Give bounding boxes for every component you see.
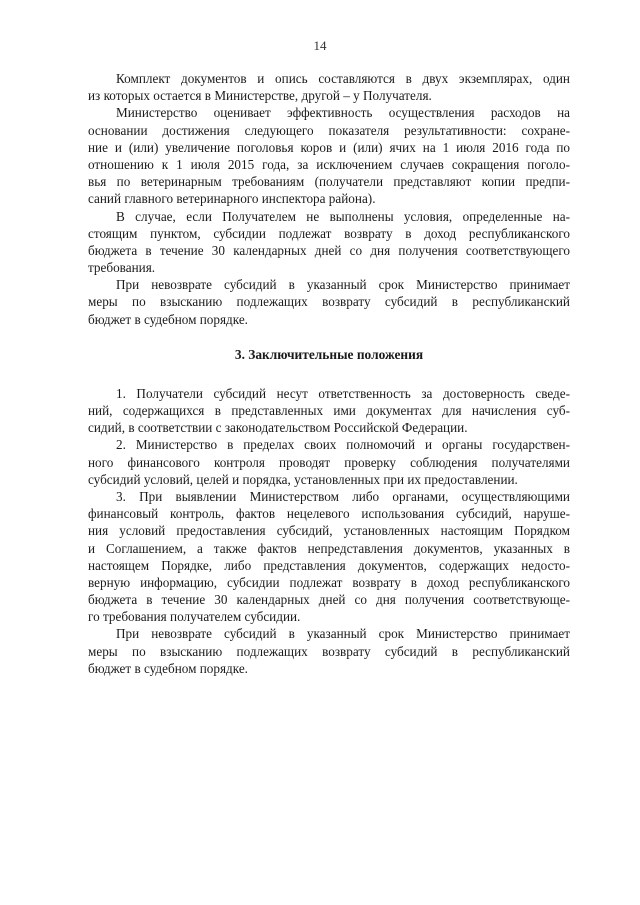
text-line: верную информацию, субсидии подлежат возврату в доход республиканского [88, 574, 570, 590]
text-line: субсидий условий, целей и порядка, установленных при их предоставлении. [88, 471, 518, 487]
paragraph-misuse-detection [88, 488, 570, 626]
text-line: саний главного ветеринарного инспектора района). [88, 191, 376, 207]
text-line: ний, содержащихся в представленных ими документах для начисления суб- [88, 403, 570, 418]
paragraph-efficiency-evaluation [88, 104, 570, 207]
text-line: Министерство оценивает эффективность осуществления расходов на [116, 105, 570, 121]
text-line: основании достижения следующего показателя результативности: сохране- [88, 122, 570, 138]
text-line: бюджета в течение 30 календарных дней со дня получения соответствующего [88, 242, 570, 258]
text-line: отношению к 1 июля 2015 года, за исключением случаев сокращения поголо- [88, 156, 570, 172]
text-line: 2. Министерство в пределах своих полномочий и органы государствен- [116, 437, 570, 453]
text-line: из которых остается в Министерстве, другой – у Получателя. [88, 88, 432, 104]
text-line: 1. Получатели субсидий несут ответственность за достоверность сведе- [116, 385, 570, 401]
paragraph-responsibility [88, 385, 570, 437]
page-number: 14 [313, 38, 327, 53]
text-line: стоящим пунктом, субсидии подлежат возврату в доход республиканского [88, 225, 570, 241]
text-line: В случае, если Получателем не выполнены условия, определенные на- [116, 208, 570, 224]
text-line: бюджет в судебном порядке. [88, 660, 248, 676]
text-line: финансовый контроль, фактов нецелевого использования субсидий, наруше- [88, 506, 570, 522]
text-line: сидий, в соответствии с законодательством Российской Федерации. [88, 420, 468, 436]
document-body [88, 70, 570, 677]
text-line: бюджет в судебном порядке. [88, 311, 248, 327]
text-line: и Соглашением, а также фактов непредставления документов, указанных в [88, 540, 570, 556]
text-line: ния условий предоставления субсидий, установленных настоящим Порядком [88, 523, 570, 539]
text-line: При невозврате субсидий в указанный срок Министерство принимает [116, 277, 570, 293]
text-line: меры по взысканию подлежащих возврату субсидий в республиканский [88, 294, 570, 310]
paragraph-financial-control [88, 436, 570, 488]
text-line: бюджета в течение 30 календарных дней со дня получения соответствующе- [88, 592, 570, 608]
paragraph-documents-copies [88, 70, 570, 104]
text-line: 3. При выявлении Министерством либо органами, осуществляющими [116, 488, 570, 504]
text-line: При невозврате субсидий в указанный срок Министерство принимает [116, 626, 570, 642]
paragraph-conditions-not-met [88, 208, 570, 277]
text-line: ние и (или) увеличение поголовья коров и (или) ячих на 1 июля 2016 года по [88, 139, 570, 155]
text-line: меры по взысканию подлежащих возврату субсидий в республиканский [88, 643, 570, 659]
text-line: ного финансового контроля проводят проверку соблюдения получателями [88, 454, 570, 470]
section-heading: 3. Заключительные положения [234, 346, 424, 362]
text-line: вья по ветеринарным требованиям (получатели представляют копии предпи- [88, 174, 570, 190]
text-line: го требования получателем субсидии. [88, 609, 301, 625]
text-line: Комплект документов и опись составляются в двух экземплярах, один [116, 71, 570, 86]
paragraph-non-return-measures-final [88, 625, 570, 677]
text-line: требования. [88, 260, 156, 276]
paragraph-non-return-measures [88, 276, 570, 328]
text-line: настоящем Порядке, либо представления документов, содержащих недосто- [88, 557, 570, 573]
